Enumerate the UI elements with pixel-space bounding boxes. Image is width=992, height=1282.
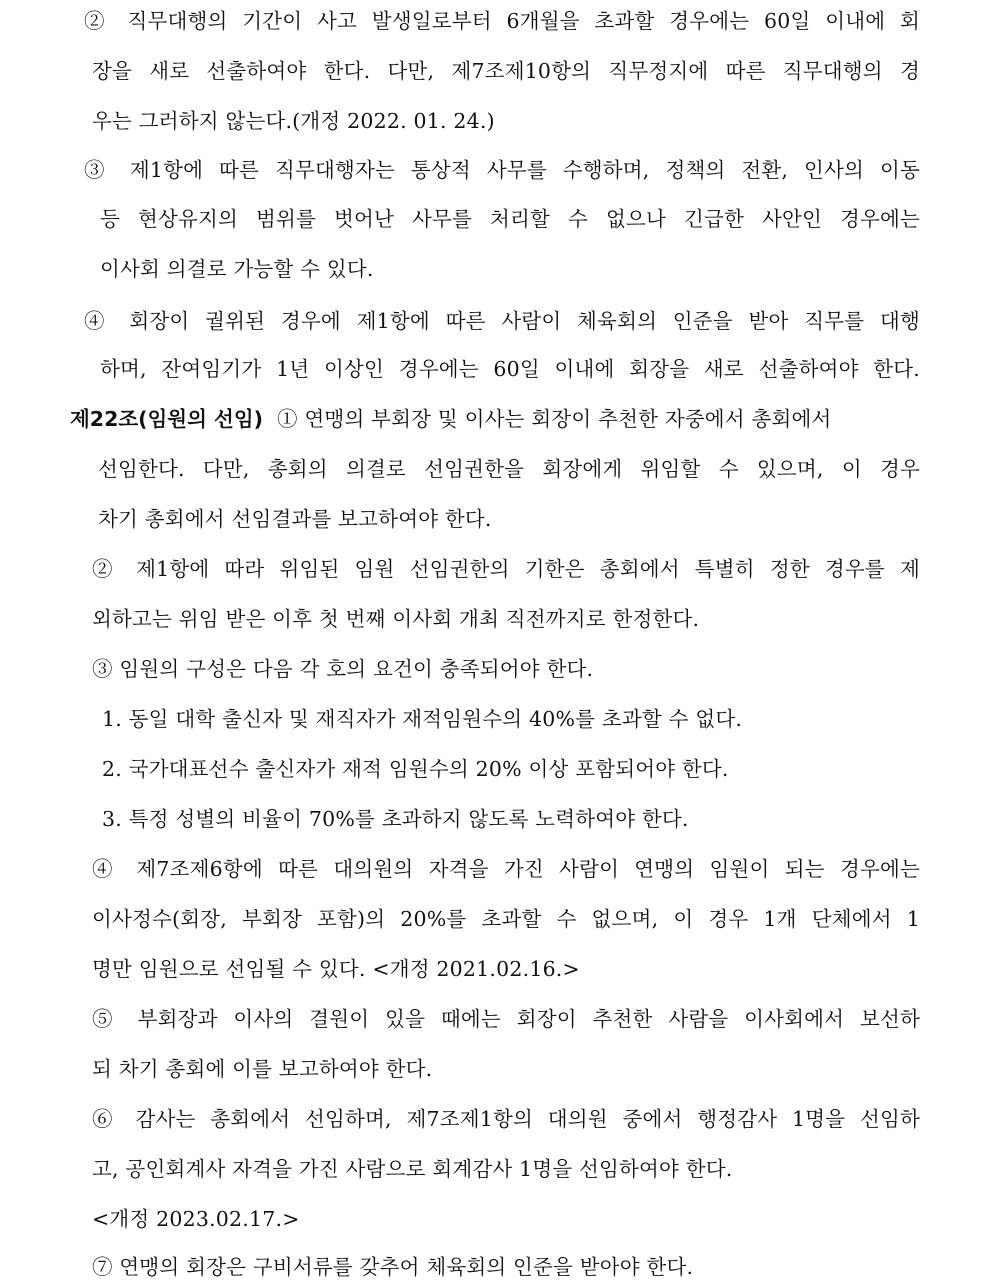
text-line: 고, 공인회계사 자격을 가진 사람으로 회계감사 1명을 선임하여야 한다. — [92, 1157, 733, 1181]
text-line: 차기 총회에서 선임결과를 보고하여야 한다. — [98, 507, 492, 531]
text-line: ⑤ 부회장과 이사의 결원이 있을 때에는 회장이 추천한 사람을 이사회에서 보선하 — [92, 1007, 920, 1031]
text-line: 이사정수(회장, 부회장 포함)의 20%를 초과할 수 없으며, 이 경우 1개 단체에서 1 — [92, 907, 920, 931]
article-heading: 제22조(임원의 선임) — [70, 407, 264, 431]
text-line: 선임한다. 다만, 총회의 의결로 선임권한을 회장에게 위임할 수 있으며, 이 경우 — [98, 457, 920, 481]
text-line: 이사회 의결로 가능할 수 있다. — [100, 257, 374, 281]
text-line: ⑥ 감사는 총회에서 선임하며, 제7조제1항의 대의원 중에서 행정감사 1명을 선임하 — [92, 1107, 920, 1131]
text-line: 하며, 잔여임기가 1년 이상인 경우에는 60일 이내에 회장을 새로 선출하여야 한다. — [100, 357, 920, 381]
list-item: 2. 국가대표선수 출신자가 재적 임원수의 20% 이상 포함되어야 한다. — [102, 757, 729, 781]
text-line: 되 차기 총회에 이를 보고하여야 한다. — [92, 1057, 433, 1081]
text-line: 우는 그러하지 않는다.(개정 2022. 01. 24.) — [92, 109, 495, 133]
text-line: 등 현상유지의 범위를 벗어난 사무를 처리할 수 없으나 긴급한 사안인 경우에는 — [100, 207, 920, 231]
text-line: ③ 제1항에 따른 직무대행자는 통상적 사무를 수행하며, 정책의 전환, 인사의 이동 — [84, 158, 920, 182]
list-item: 3. 특정 성별의 비율이 70%를 초과하지 않도록 노력하여야 한다. — [102, 807, 689, 831]
text-line: ④ 회장이 궐위된 경우에 제1항에 따른 사람이 체육회의 인준을 받아 직무를 대행 — [84, 309, 920, 333]
text-line: ② 제1항에 따라 위임된 임원 선임권한의 기한은 총회에서 특별히 정한 경우를 제 — [92, 557, 920, 581]
text-line: ⑦ 연맹의 회장은 구비서류를 갖추어 체육회의 인준을 받아야 한다. — [92, 1255, 694, 1279]
text-line: 외하고는 위임 받은 이후 첫 번째 이사회 개최 직전까지로 한정한다. — [92, 607, 700, 631]
text-line: ③ 임원의 구성은 다음 각 호의 요건이 충족되어야 한다. — [92, 657, 594, 681]
text-line: ④ 제7조제6항에 따른 대의원의 자격을 가진 사람이 연맹의 임원이 되는 경우에는 — [92, 857, 920, 881]
list-item: 1. 동일 대학 출신자 및 재직자가 재적임원수의 40%를 초과할 수 없다. — [102, 707, 743, 731]
text-line: ② 직무대행의 기간이 사고 발생일로부터 6개월을 초과할 경우에는 60일 이내에 회 — [84, 9, 920, 33]
text-line: 명만 임원으로 선임될 수 있다. <개정 2021.02.16.> — [92, 957, 580, 981]
text-line: <개정 2023.02.17.> — [92, 1207, 300, 1231]
article-line — [70, 404, 920, 434]
text-line: 장을 새로 선출하여야 한다. 다만, 제7조제10항의 직무정지에 따른 직무대행의 경 — [92, 59, 920, 83]
text-line: ① 연맹의 부회장 및 이사는 회장이 추천한 자중에서 총회에서 — [277, 407, 832, 431]
